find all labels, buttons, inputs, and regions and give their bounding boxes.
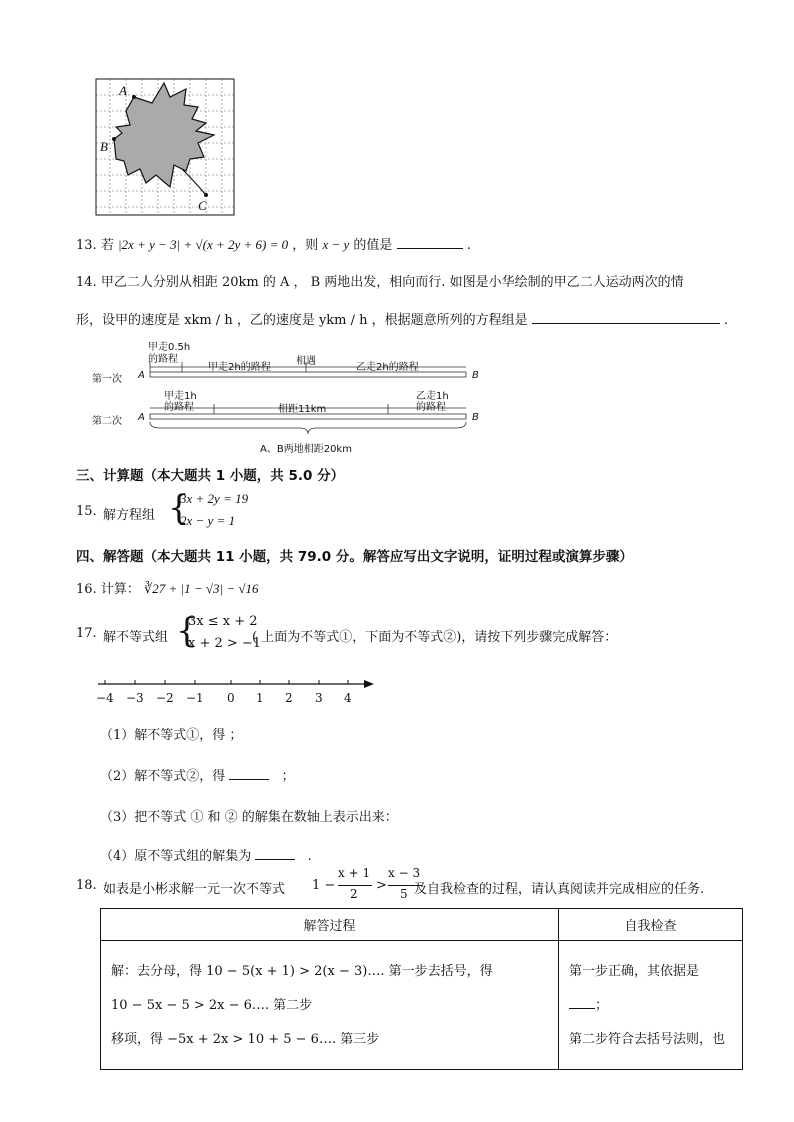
q18-frac1-bar xyxy=(338,885,372,886)
q14-end: . xyxy=(723,313,729,328)
tick-label: −2 xyxy=(156,691,174,705)
q18-number: 18. xyxy=(76,878,97,893)
diagram-jia05b: 的路程 xyxy=(148,354,178,365)
check-cell xyxy=(559,941,743,1070)
question-17 xyxy=(76,612,756,656)
diagram-row2-label: 第二次 xyxy=(92,416,122,427)
tick-label: 2 xyxy=(285,691,293,705)
q17-step2 xyxy=(100,765,295,784)
tick-label: −1 xyxy=(186,691,204,705)
leaf-figure xyxy=(94,77,236,217)
q14-answer-blank[interactable] xyxy=(532,311,720,324)
check-line-1: 第一步正确，其依据是 xyxy=(569,964,700,979)
q18-text-b: 及自我检查的过程，请认真阅读并完成相应的任务. xyxy=(414,882,705,897)
question-16 xyxy=(76,578,259,597)
diagram-row1-b: B xyxy=(472,370,479,381)
q18-frac1-num: x + 1 xyxy=(338,866,371,880)
diagram-gap: 相距11km xyxy=(278,404,327,415)
q13-text-c: 的值是 xyxy=(353,238,393,253)
col-header-check: 自我检查 xyxy=(559,909,743,941)
diagram-row2-b: B xyxy=(472,412,479,423)
leaf-label-a: A xyxy=(119,83,127,98)
motion-diagram xyxy=(90,338,490,456)
diagram-jia1hb: 的路程 xyxy=(164,402,194,413)
solution-line-1: 解：去分母，得 10 − 5(x + 1) > 2(x − 3)…. 第一步去括号，得 xyxy=(111,964,493,979)
tick-label: −4 xyxy=(96,691,114,705)
q13-text-b: ，则 xyxy=(292,238,319,253)
question-18 xyxy=(76,866,756,906)
q17-ineq1: 3x ≤ x + 2 xyxy=(188,614,258,629)
tick-label: 1 xyxy=(256,691,264,705)
q17-step4 xyxy=(100,845,312,864)
diagram-yi1hb: 的路程 xyxy=(416,402,446,413)
diagram-jia1h: 甲走1h xyxy=(164,391,197,402)
q15-brace: { xyxy=(168,488,190,528)
q17-step3: （3）把不等式 ① 和 ② 的解集在数轴上表示出来： xyxy=(100,810,398,825)
leaf-label-c: C xyxy=(198,198,207,213)
q17-step2-blank[interactable] xyxy=(229,767,269,780)
q18-frac2-num: x − 3 xyxy=(388,866,421,880)
q17-step4-blank[interactable] xyxy=(255,847,295,860)
check-line-3: 第二步符合去括号法则，也 xyxy=(569,1032,726,1047)
solution-cell xyxy=(101,941,559,1070)
q16-number: 16. xyxy=(76,582,97,597)
q18-expr-left: 1 − xyxy=(312,878,336,893)
q13-number: 13. xyxy=(76,238,97,253)
q18-text-a: 如表是小彬求解一元一次不等式 xyxy=(103,882,286,897)
q17-ineq2: x + 2 > −1 xyxy=(188,636,262,651)
q14-line2: 形，设甲的速度是 xkm / h ，乙的速度是 ykm / h ，根据题意所列的方程组是 xyxy=(76,313,528,328)
section-4-title: 四、解答题（本大题共 11 小题，共 79.0 分。解答应写出文字说明，证明过程或演算步骤） xyxy=(76,549,633,565)
q17-step4-end: . xyxy=(307,849,312,864)
q15-eq1: 3x + 2y = 19 xyxy=(180,491,249,506)
diagram-row1-a: A xyxy=(138,370,145,381)
q13-variable: x − y xyxy=(322,237,350,252)
q18-gt: > xyxy=(376,878,387,893)
question-14-line2 xyxy=(76,309,728,328)
leaf-label-b: B xyxy=(100,139,108,154)
tick-label: −3 xyxy=(126,691,144,705)
q16-expression: ∛27 + |1 − √3| − √16 xyxy=(143,581,259,596)
q17-number: 17. xyxy=(76,626,97,641)
tick-label: 0 xyxy=(227,691,235,705)
q16-text: 计算： xyxy=(100,582,140,597)
q13-expression: |2x + y − 3| + √(x + 2y + 6) = 0 xyxy=(117,237,289,252)
q17-step2-text: （2）解不等式②，得 xyxy=(100,769,226,784)
q17-brace: { xyxy=(176,611,198,651)
solution-table xyxy=(100,908,743,1070)
q17-tail: ( 上面为不等式①，下面为不等式②)，请按下列步骤完成解答： xyxy=(252,630,618,645)
diagram-jia2h: 甲走2h的路程 xyxy=(208,362,271,373)
q14-number: 14. xyxy=(76,275,97,290)
diagram-row1-label: 第一次 xyxy=(92,374,122,385)
q13-end: . xyxy=(466,238,471,253)
q18-frac1-den: 2 xyxy=(350,887,358,901)
number-line xyxy=(94,674,384,710)
diagram-yi1h: 乙走1h xyxy=(416,391,449,402)
q17-text: 解不等式组 xyxy=(103,630,169,645)
diagram-row2-a: A xyxy=(138,412,145,423)
leaf-grid-svg xyxy=(94,77,236,217)
q14-line1: 甲乙二人分别从相距 20km 的 A ， B 两地出发，相向而行. 如图是小华绘制的甲乙二人运动两次的情 xyxy=(100,275,684,290)
diagram-jia05: 甲走0.5h xyxy=(148,342,191,353)
question-14-line1 xyxy=(76,271,684,290)
col-header-solution: 解答过程 xyxy=(101,909,559,941)
diagram-meet: 相遇 xyxy=(296,356,316,367)
diagram-yi2h: 乙走2h的路程 xyxy=(356,362,419,373)
solution-line-3: 移项，得 −5x + 2x > 10 + 5 − 6…. 第三步 xyxy=(111,1032,380,1047)
q17-step4-text: （4）原不等式组的解集为 xyxy=(100,849,252,864)
q13-text-a: 若 xyxy=(100,238,114,253)
diagram-total: A、B两地相距20km xyxy=(260,444,352,455)
q13-answer-blank[interactable] xyxy=(397,236,463,249)
q15-eq2: 2x − y = 1 xyxy=(180,513,236,528)
tick-label: 4 xyxy=(344,691,352,705)
tick-label: 3 xyxy=(315,691,323,705)
q17-step2-end: ； xyxy=(281,769,295,784)
q18-frac2-den: 5 xyxy=(400,887,408,901)
check-line-2 xyxy=(569,989,742,1023)
q15-text: 解方程组 xyxy=(103,508,156,523)
question-13 xyxy=(76,234,471,253)
check-blank[interactable] xyxy=(569,996,595,1009)
q15-number: 15. xyxy=(76,504,97,519)
check-semicolon: ； xyxy=(595,998,609,1013)
section-3-title: 三、计算题（本大题共 1 小题，共 5.0 分） xyxy=(76,468,345,484)
solution-line-2: 10 − 5x − 5 > 2x − 6…. 第二步 xyxy=(111,998,313,1013)
q17-step1: （1）解不等式①，得 ； xyxy=(100,728,243,743)
